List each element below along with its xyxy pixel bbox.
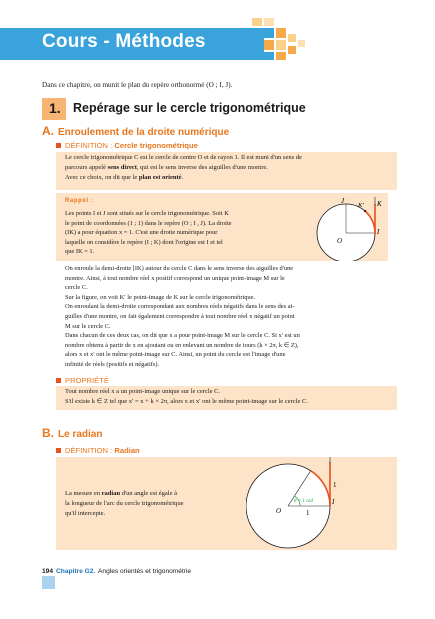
definition-radian-line: qu'il intercepte.	[65, 509, 106, 517]
body-line: On enroule la demi-droite [IK) autour du cercle C dans le sens inverse des aiguilles d'une	[65, 265, 294, 272]
keyword-sens-direct: sens direct	[107, 163, 137, 171]
footer-title: Angles orientés et trigonométrie	[98, 568, 192, 575]
subsection-a-letter: A.	[42, 124, 54, 138]
definition-line: Avec ce choix, on dit que le plan est orienté.	[65, 173, 184, 181]
rappel-line: le point de coordonnées (1 ; 1) dans le repère (O ; I , J). La droite	[65, 219, 232, 227]
property-marker-icon	[56, 378, 61, 383]
body-line: montre. Ainsi, à tout nombre réel x positif correspond un unique point-image M sur le	[65, 274, 285, 282]
definition-radian-label	[56, 446, 140, 455]
keyword-radian: radian	[101, 490, 121, 497]
circle-figure-radian	[246, 457, 396, 550]
label-o: O	[337, 237, 343, 245]
rappel-text	[65, 209, 287, 257]
definition-radian-line: la longueur de l'arc du cercle trigonométrique	[65, 499, 184, 507]
subsection-a-title: Enroulement de la droite numérique	[58, 127, 230, 138]
label-one-top: 1	[333, 481, 337, 489]
rappel-line: laquelle on considère le repère (I ; K) dont l'origine est I et tel	[65, 238, 223, 246]
label-i: I	[332, 498, 335, 506]
label-one-bottom: 1	[306, 509, 310, 517]
definition-radian-name: Radian	[114, 446, 140, 455]
section-number: 1.	[49, 100, 61, 116]
label-o: O	[276, 507, 282, 515]
intro-text: Dans ce chapitre, on munit le plan du repère orthonormé (O ; I, J).	[42, 81, 233, 89]
definition-radian-marker-icon	[56, 448, 61, 453]
definition-name: Cercle trigonométrique	[114, 141, 198, 150]
label-k: K	[377, 200, 382, 208]
body-line: cercle C.	[65, 284, 88, 292]
circle-figure-winding	[284, 193, 388, 261]
page-number: 194	[42, 568, 54, 575]
page-title: Cours - Méthodes	[42, 31, 206, 52]
angle-label: θ = 1 rad	[294, 499, 314, 504]
subsection-a-heading	[42, 124, 229, 138]
label-i: I	[377, 228, 380, 236]
property-label	[56, 376, 109, 385]
body-line: nombre obtenu à partir de x en ajoutant ou en enlevant un nombre de tours (k × 2π, k ∈ Z),	[65, 341, 299, 349]
property-label-text: PROPRIÉTÉ	[65, 376, 109, 385]
property-line: S'il existe k ∈ Z tel que x′ = x + k × 2π, alors x et x′ ont le même point-image sur le cercle C.	[65, 397, 308, 405]
footer-chapter: Chapitre G2.	[56, 568, 96, 575]
property-box	[56, 386, 397, 410]
definition-line: parcours appelé sens direct, qui est le sens inverse des aiguilles d'une montre.	[65, 163, 268, 171]
body-line: Dans chacun de ces deux cas, on dit que x a pour point-image M sur le cercle C. Si x′ est un	[65, 332, 300, 340]
definition-radian-label-text: DÉFINITION :	[65, 446, 113, 455]
definition-radian-text: La mesure en radian d'un angle est égale à la longueur de l'arc du cercle trigonométrique qu'il intercepte.	[65, 489, 235, 518]
body-line: alors x et x′ ont le même point-image sur C. Ainsi, un point du cercle est l'image d'une	[65, 351, 286, 359]
body-line: guilles d'une montre, on fait également correspondre à tout nombre réel x négatif un point	[65, 312, 295, 320]
section-title: Repérage sur le cercle trigonométrique	[73, 101, 306, 115]
subsection-b-heading	[42, 426, 102, 440]
definition-line: Le cercle trigonométrique C est le cercle de centre O et de rayon 1. Il est muni d'un sens de	[65, 154, 302, 161]
body-line: On enroulant la demi-droite correspondant aux nombres réels négatifs dans le sens des ai-	[65, 303, 295, 311]
footer-decoration	[42, 576, 55, 589]
definition-label	[56, 141, 198, 150]
keyword-plan-oriente: plan est orienté	[138, 173, 182, 181]
label-k-prime: K′	[358, 202, 364, 209]
winding-explanation	[65, 264, 387, 370]
subsection-b-title: Le radian	[58, 429, 103, 440]
body-line: M sur le cercle C.	[65, 322, 111, 330]
property-line: Tout nombre réel x a un point-image unique sur le cercle C.	[65, 388, 221, 395]
body-line: Sur la figure, on voit K′ le point-image de K sur le cercle trigonométrique.	[65, 293, 256, 301]
label-j: J	[341, 197, 345, 205]
rappel-line: (IK) a pour équation x = 1. C'est une droite numérique pour	[65, 229, 218, 237]
rappel-title: Rappel :	[65, 198, 94, 204]
point-k-prime	[364, 210, 366, 212]
definition-marker-icon	[56, 143, 61, 148]
rappel-line: Les points I et J sont situés sur le cercle trigonométrique. Soit K	[65, 210, 229, 217]
body-line: infinité de réels (positifs et négatifs).	[65, 360, 160, 368]
definition-radian-box	[56, 457, 397, 550]
definition-label-text: DÉFINITION :	[65, 141, 113, 150]
subsection-b-letter: B.	[42, 426, 54, 440]
rappel-box	[56, 193, 388, 261]
definition-box	[56, 152, 397, 190]
rappel-line: que IK = 1.	[65, 248, 95, 256]
